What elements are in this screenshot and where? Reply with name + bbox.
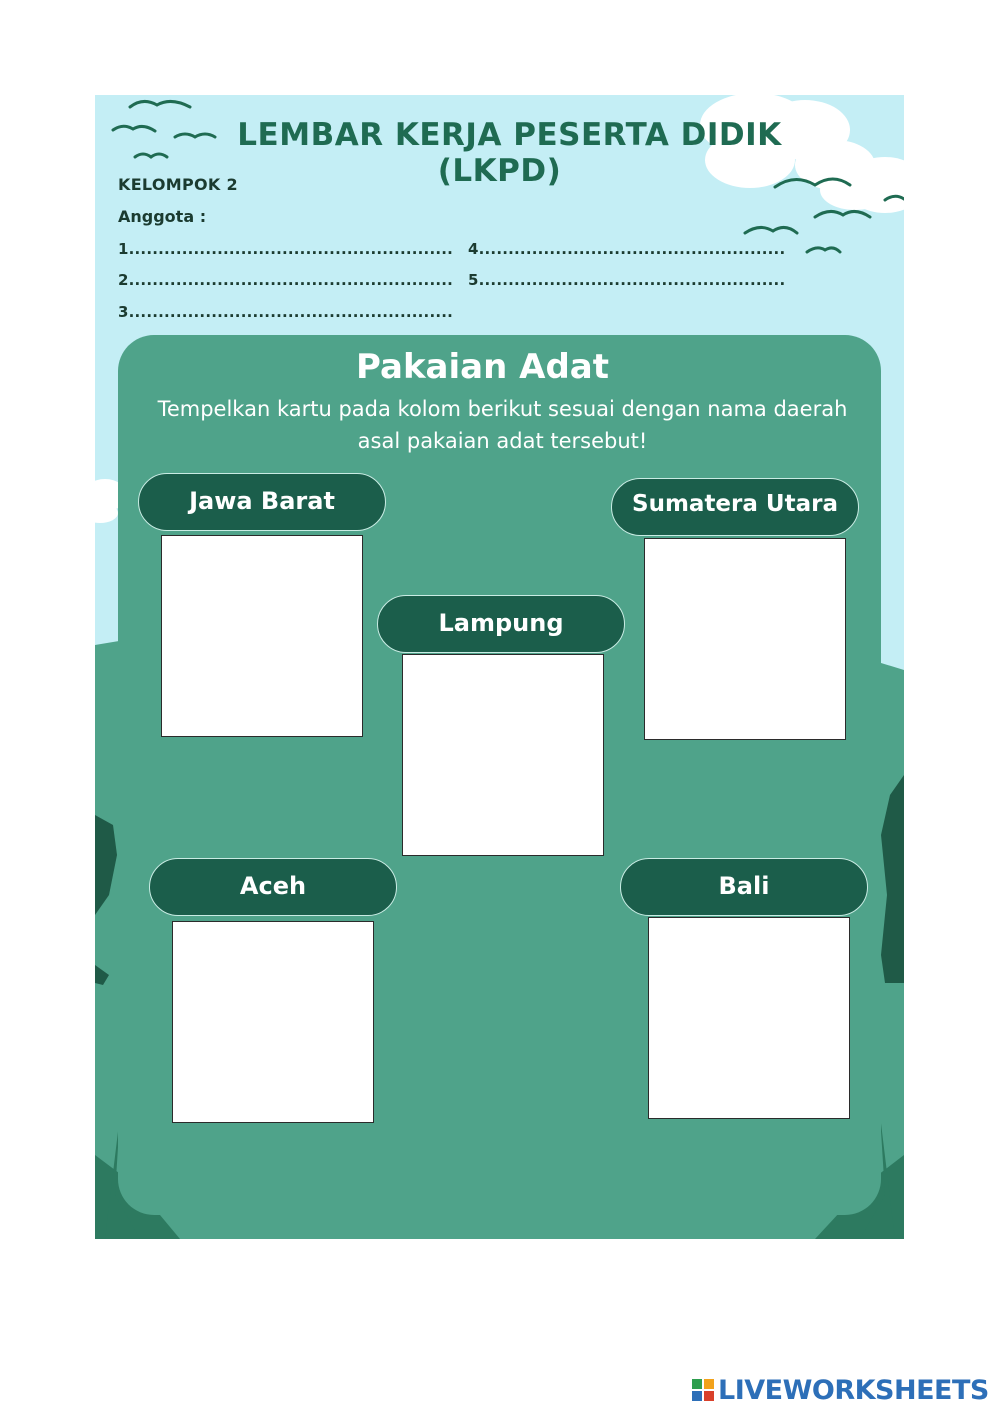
member-line-4: 4.................................................... (468, 240, 786, 258)
member-line-2: 2....................................................... (118, 271, 454, 289)
worksheet-page (95, 95, 904, 1239)
region-label-sumatera-utara: Sumatera Utara (611, 478, 859, 536)
region-label-aceh: Aceh (149, 858, 397, 916)
drop-zone-jawa-barat[interactable] (161, 535, 363, 737)
drop-zone-lampung[interactable] (402, 654, 604, 856)
member-line-1: 1....................................................... (118, 240, 454, 258)
members-label: Anggota : (118, 207, 207, 226)
region-label-lampung: Lampung (377, 595, 625, 653)
worksheet-title: LEMBAR KERJA PESERTA DIDIK (237, 117, 782, 153)
liveworksheets-icon (692, 1379, 714, 1401)
brand-name: LIVEWORKSHEETS (718, 1374, 989, 1406)
worksheet-title-abbrev: (LKPD) (437, 153, 562, 189)
drop-zone-sumatera-utara[interactable] (644, 538, 846, 740)
region-label-bali: Bali (620, 858, 868, 916)
panel-title: Pakaian Adat (356, 347, 609, 387)
member-line-3: 3....................................................... (118, 303, 454, 321)
drop-zone-aceh[interactable] (172, 921, 374, 1123)
group-label: KELOMPOK 2 (118, 175, 238, 194)
drop-zone-bali[interactable] (648, 917, 850, 1119)
liveworksheets-logo[interactable] (692, 1373, 989, 1407)
member-line-5: 5.................................................... (468, 271, 786, 289)
panel-instructions: Tempelkan kartu pada kolom berikut sesuai dengan nama daerah asal pakaian adat tersebut! (157, 397, 848, 453)
region-label-jawa-barat: Jawa Barat (138, 473, 386, 531)
